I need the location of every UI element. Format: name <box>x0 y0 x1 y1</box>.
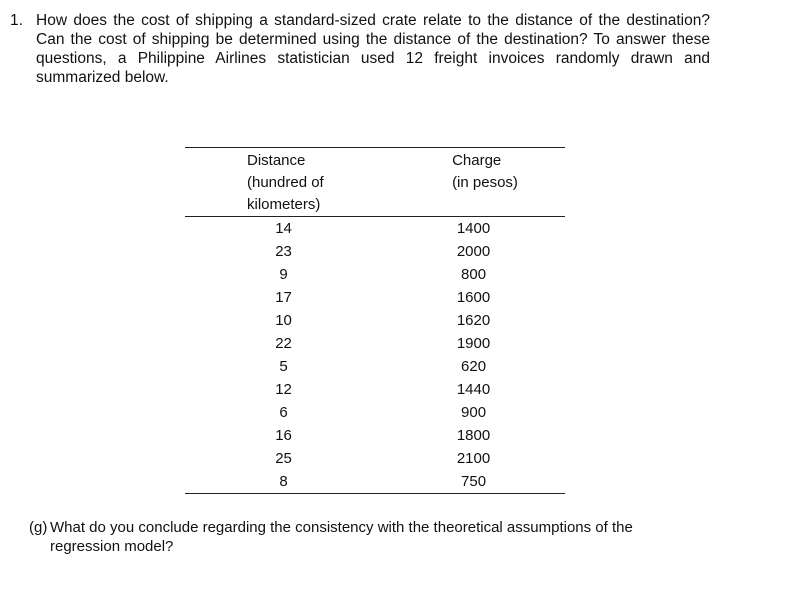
distance-header-line-3: kilometers) <box>247 196 321 213</box>
distance-value: 6 <box>279 404 288 421</box>
distance-cell <box>185 332 382 355</box>
question-number: 1. <box>10 12 23 29</box>
distance-cell <box>185 378 382 401</box>
table-body <box>185 217 565 494</box>
table-row <box>185 286 565 309</box>
charge-header-line-2: (in pesos) <box>452 174 518 191</box>
table-row <box>185 217 565 241</box>
distance-value: 8 <box>279 473 288 490</box>
table-row <box>185 332 565 355</box>
distance-cell <box>185 286 382 309</box>
charge-cell <box>382 447 565 470</box>
sub-question-block <box>29 518 679 556</box>
distance-value: 10 <box>275 312 292 329</box>
charge-value: 1440 <box>456 381 491 398</box>
distance-column-header <box>185 148 382 217</box>
distance-cell <box>185 447 382 470</box>
charge-value: 2100 <box>456 450 491 467</box>
table-row <box>185 309 565 332</box>
distance-value: 16 <box>275 427 292 444</box>
sub-question-label: (g) <box>29 519 48 536</box>
charge-value: 1620 <box>456 312 491 329</box>
charge-cell <box>382 217 565 241</box>
charge-value: 1400 <box>456 220 491 237</box>
distance-cell <box>185 309 382 332</box>
distance-cell <box>185 470 382 494</box>
charge-cell <box>382 286 565 309</box>
distance-value: 5 <box>279 358 288 375</box>
table-row <box>185 470 565 494</box>
charge-value: 2000 <box>456 243 491 260</box>
distance-value: 23 <box>275 243 292 260</box>
distance-value: 17 <box>275 289 292 306</box>
question-text: How does the cost of shipping a standard-sized crate relate to the distance of the destination? Can the cost of shipping be determined using the distance of the destination? To answer these questions, a Philippine Airlines statistician used 12 freight invoices randomly drawn and summarized below. <box>36 12 710 86</box>
charge-column-header <box>382 148 565 217</box>
charge-cell <box>382 355 565 378</box>
charge-value: 620 <box>461 358 487 375</box>
charge-value: 1800 <box>456 427 491 444</box>
table-row <box>185 378 565 401</box>
table-header <box>185 148 565 217</box>
distance-cell <box>185 240 382 263</box>
distance-cell <box>185 424 382 447</box>
distance-cell <box>185 263 382 286</box>
table-row <box>185 355 565 378</box>
charge-value: 900 <box>461 404 487 421</box>
table-header-row <box>185 148 565 217</box>
freight-data-table <box>185 147 565 494</box>
question-block <box>10 11 710 87</box>
table-row <box>185 240 565 263</box>
charge-header-line-1: Charge <box>452 152 502 169</box>
charge-cell <box>382 470 565 494</box>
charge-cell <box>382 240 565 263</box>
distance-value: 22 <box>275 335 292 352</box>
sub-question-text: What do you conclude regarding the consistency with the theoretical assumptions of the regression model? <box>50 519 633 555</box>
charge-value: 1600 <box>456 289 491 306</box>
charge-cell <box>382 309 565 332</box>
distance-value: 12 <box>275 381 292 398</box>
charge-cell <box>382 424 565 447</box>
table-row <box>185 263 565 286</box>
charge-value: 800 <box>461 266 487 283</box>
table-row <box>185 424 565 447</box>
charge-value: 750 <box>461 473 487 490</box>
distance-value: 9 <box>279 266 288 283</box>
distance-cell <box>185 355 382 378</box>
charge-cell <box>382 401 565 424</box>
charge-cell <box>382 332 565 355</box>
table-row <box>185 401 565 424</box>
distance-cell <box>185 401 382 424</box>
distance-header-line-2: (hundred of <box>247 174 324 191</box>
distance-header-line-1: Distance <box>247 152 306 169</box>
table-row <box>185 447 565 470</box>
distance-cell <box>185 217 382 241</box>
charge-cell <box>382 378 565 401</box>
charge-value: 1900 <box>456 335 491 352</box>
distance-value: 14 <box>275 220 292 237</box>
charge-cell <box>382 263 565 286</box>
distance-value: 25 <box>275 450 292 467</box>
